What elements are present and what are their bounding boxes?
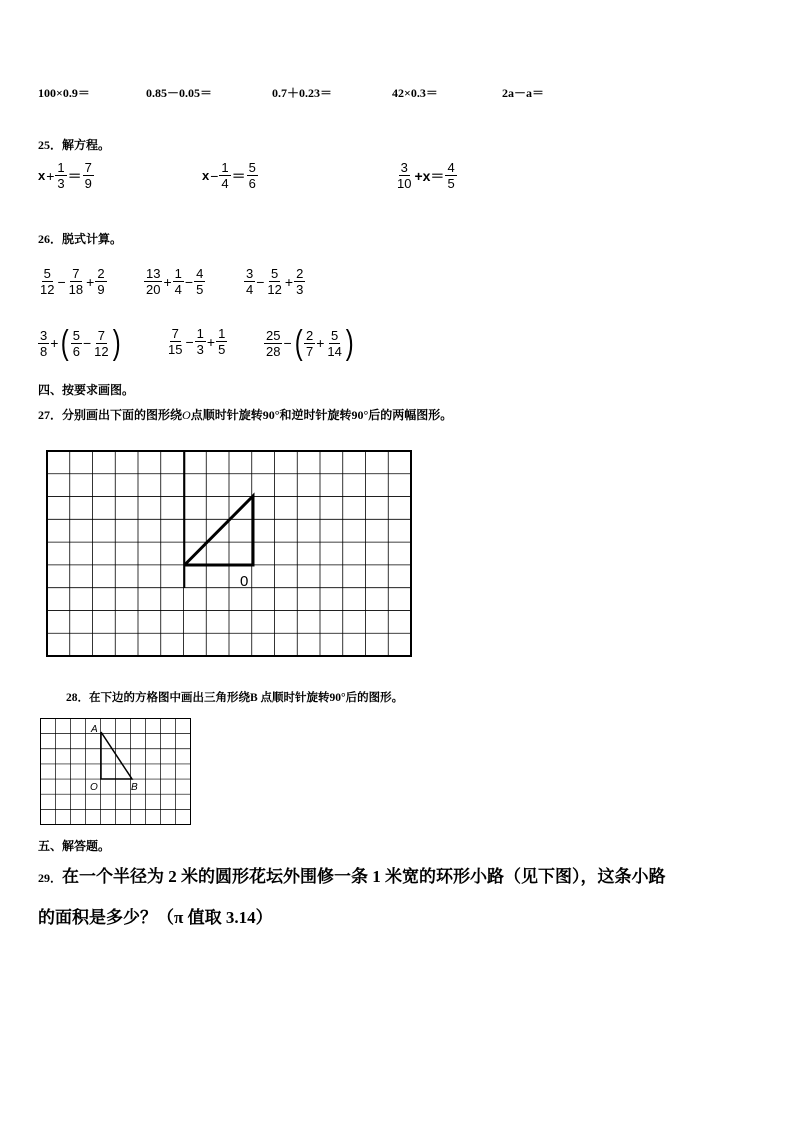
calc-item-2: 0.85－0.05＝ bbox=[146, 86, 213, 100]
q26-expr-6: $\frac{25}{28}$ − ( $\frac{2}{7}$ + $\frac{5}{14}$ ) bbox=[266, 324, 354, 362]
q28-label-o: O bbox=[90, 782, 98, 793]
q26-expr-4: $\frac{3}{8}$ + ( $\frac{5}{6}$ − $\frac{7}{12}$ ) bbox=[40, 324, 121, 362]
q25-equation-1: x + $\frac{1}{3}$ ＝ $\frac{7}{9}$ bbox=[38, 160, 92, 191]
q28-label-b: B bbox=[131, 782, 138, 793]
q29-question: 29．在一个半径为 2 米的圆形花坛外围修一条 1 米宽的环形小路（见下图），这条小路 的面积是多少？（π 值取 3.14） bbox=[38, 867, 666, 927]
section-4-heading: 四、按要求画图。 bbox=[38, 383, 135, 397]
q25-title: 25．解方程。 bbox=[38, 138, 111, 152]
q27-label-o: 0 bbox=[240, 573, 249, 590]
q27-triangle bbox=[185, 496, 254, 565]
q28-grid bbox=[41, 719, 191, 825]
calc-item-5: 2a－a＝ bbox=[502, 86, 545, 100]
q26-title: 26．脱式计算。 bbox=[38, 232, 123, 246]
q26-expr-5: $\frac{7}{15}$ − $\frac{1}{3}$ + $\frac{1}{5}$ bbox=[168, 326, 226, 357]
q28-grid-figure bbox=[40, 718, 192, 826]
q27-title: 27．分别画出下面的图形绕O点顺时针旋转90°和逆时针旋转90°后的两幅图形。 bbox=[38, 408, 453, 422]
q28-triangle bbox=[101, 732, 132, 779]
q25-equation-3: $\frac{3}{10}$ +x＝ $\frac{4}{5}$ bbox=[397, 160, 455, 191]
calc-item-4: 42×0.3＝ bbox=[392, 86, 438, 100]
q28-title: 28．在下边的方格图中画出三角形绕B 点顺时针旋转90°后的图形。 bbox=[66, 692, 404, 704]
q28-label-a: A bbox=[91, 724, 98, 735]
calc-item-1: 100×0.9＝ bbox=[38, 86, 90, 100]
q25-equation-2: x − $\frac{1}{4}$ ＝ $\frac{5}{6}$ bbox=[202, 160, 256, 191]
q26-expr-3: $\frac{3}{4}$ − $\frac{5}{12}$ + $\frac{2}{3}$ bbox=[246, 266, 304, 297]
q26-expr-2: $\frac{13}{20}$ + $\frac{1}{4}$ − $\frac{4}{5}$ bbox=[146, 266, 204, 297]
q26-expr-1: $\frac{5}{12}$ − $\frac{7}{18}$ + $\frac{2}{9}$ bbox=[40, 266, 105, 297]
q27-grid-figure bbox=[46, 450, 414, 658]
q27-grid bbox=[47, 451, 411, 656]
section-5-heading: 五、解答题。 bbox=[38, 839, 111, 853]
calc-item-3: 0.7＋0.23＝ bbox=[272, 86, 333, 100]
